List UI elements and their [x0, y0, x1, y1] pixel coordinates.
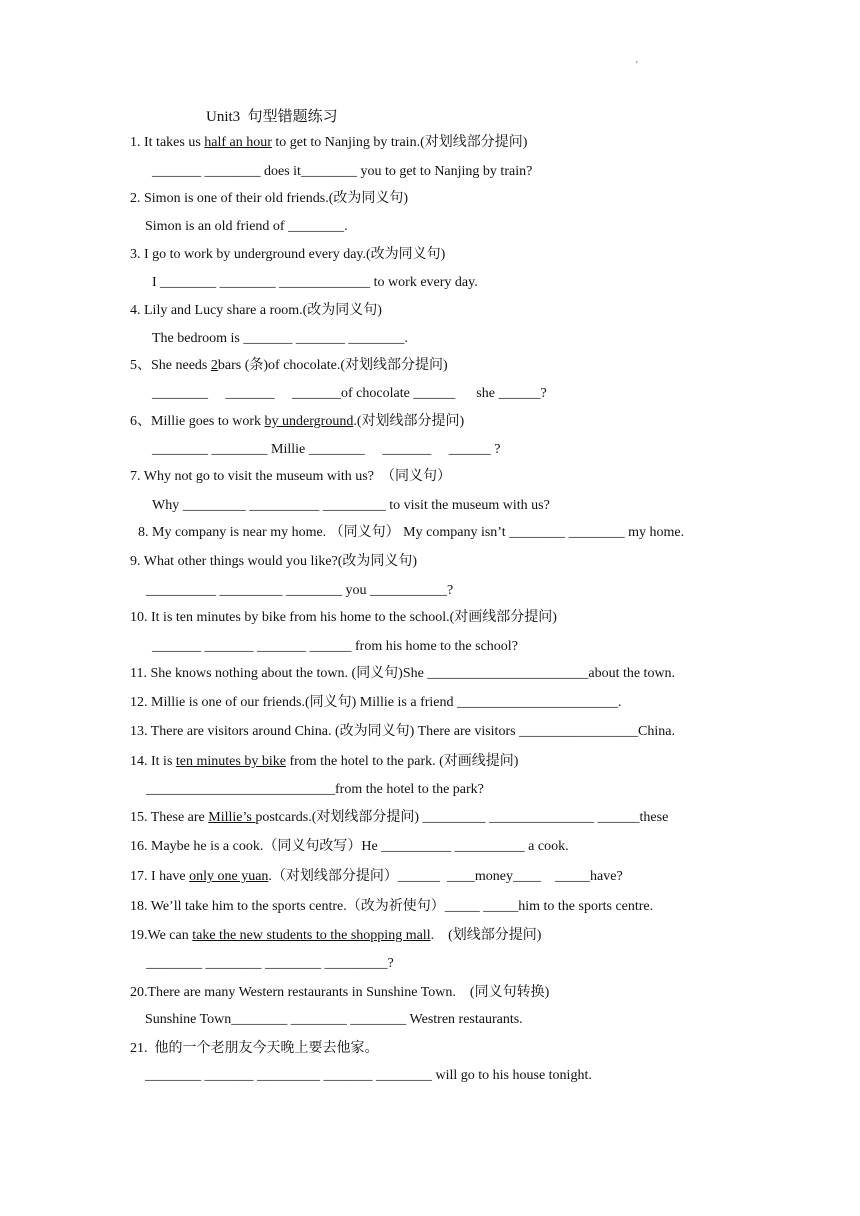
line-text: 16. Maybe he is a cook.（同义句改写）He __________ __________ a cook.: [130, 839, 569, 854]
exercise-line: [145, 1067, 592, 1085]
exercise-line: [138, 524, 684, 542]
line-text: postcards.(对划线部分提问) _________ _______________ ______these: [255, 810, 669, 825]
underlined-text: only one yuan: [189, 869, 269, 884]
exercise-line: [130, 694, 622, 712]
exercise-line: [130, 609, 557, 627]
line-text: 2. Simon is one of their old friends.(改为同义句): [130, 191, 409, 206]
line-text: The bedroom is _______ _______ ________.: [152, 331, 408, 346]
exercise-line: [146, 781, 484, 799]
line-text: ________ ________ Millie ________ _______ ______ ?: [152, 442, 501, 457]
line-text: _______ _______ _______ ______ from his home to the school?: [152, 639, 518, 654]
exercise-line: [152, 497, 550, 515]
line-text: 20.There are many Western restaurants in Sunshine Town. (同义句转换): [130, 985, 550, 1000]
line-text: 10. It is ten minutes by bike from his home to the school.(对画线部分提问): [130, 610, 557, 625]
exercise-line: [130, 468, 451, 486]
exercise-line: [130, 984, 549, 1002]
underlined-text: take the new students to the shopping mall: [192, 928, 431, 943]
exercise-line: [130, 190, 408, 208]
exercise-line: [152, 441, 500, 459]
exercise-line: [130, 1040, 379, 1058]
exercise-line: [145, 218, 348, 236]
line-text: 7. Why not go to visit the museum with us? （同义句）: [130, 469, 451, 484]
line-text: Why _________ __________ _________ to visit the museum with us?: [152, 498, 550, 513]
underlined-text: by underground: [264, 414, 354, 429]
underlined-text: 2: [210, 358, 218, 373]
line-text: 15. These are: [130, 810, 209, 825]
exercise-line: [152, 385, 547, 403]
underlined-text: half an hour: [204, 135, 272, 150]
line-text: 18. We’ll take him to the sports centre.（改为祈使句）_____ _____him to the sports centre.: [130, 899, 654, 914]
exercise-line: [130, 357, 448, 375]
underlined-text: Millie’s: [208, 810, 256, 825]
line-text: 12. Millie is one of our friends.(同义句) Millie is a friend _______________________.: [130, 695, 622, 710]
line-text: 17. I have: [130, 869, 190, 884]
line-text: 21. 他的一个老朋友今天晚上要去他家。: [130, 1041, 379, 1056]
exercise-line: [130, 302, 382, 320]
line-text: 14. It is: [130, 754, 176, 769]
exercise-line: [130, 927, 541, 945]
exercise-line: [146, 955, 394, 973]
underlined-text: ten minutes by bike: [175, 754, 286, 769]
line-text: ___________________________from the hotel to the park?: [146, 782, 484, 797]
exercise-line: [152, 330, 408, 348]
line-text: .(对划线部分提问): [353, 414, 465, 429]
line-text: 9. What other things would you like?(改为同义句): [130, 554, 418, 569]
line-text: 8. My company is near my home. （同义句） My company isn’t ________ ________ my home.: [138, 525, 685, 540]
line-text: to get to Nanjing by train.(对划线部分提问): [271, 135, 528, 150]
line-text: 5、She needs: [130, 358, 211, 373]
line-text: .（对划线部分提问）______ ____money____ _____have?: [268, 869, 623, 884]
line-text: ________ _______ _______of chocolate ______ she ______?: [152, 386, 547, 401]
worksheet-title: Unit3 句型错题练习: [206, 109, 338, 125]
line-text: ________ ________ ________ _________?: [146, 956, 394, 971]
line-text: I ________ ________ _____________ to work every day.: [152, 275, 478, 290]
line-text: 19.We can: [130, 928, 193, 943]
exercise-line: [130, 413, 464, 431]
exercise-line: [130, 553, 417, 571]
line-text: 6、Millie goes to work: [130, 414, 265, 429]
page-mark: ': [636, 60, 638, 71]
exercise-line: [130, 838, 569, 856]
exercise-line: [130, 665, 675, 683]
line-text: . (划线部分提问): [430, 928, 542, 943]
exercise-line: [146, 582, 453, 600]
exercise-line: [145, 1011, 523, 1029]
exercise-line: [130, 868, 623, 886]
exercise-line: [152, 163, 532, 181]
exercise-line: [152, 638, 518, 656]
line-text: Simon is an old friend of ________.: [145, 219, 348, 234]
line-text: 1. It takes us: [130, 135, 205, 150]
exercise-line: [130, 898, 653, 916]
line-text: ________ _______ _________ _______ ________ will go to his house tonight.: [145, 1068, 592, 1083]
line-text: 11. She knows nothing about the town. (同义句)She _______________________about the town.: [130, 666, 676, 681]
exercise-line: [152, 274, 478, 292]
exercise-line: [130, 809, 668, 827]
line-text: 13. There are visitors around China. (改为同义句) There are visitors _________________China.: [130, 724, 675, 739]
exercise-line: [130, 134, 527, 152]
line-text: 3. I go to work by underground every day.(改为同义句): [130, 247, 446, 262]
line-text: 4. Lily and Lucy share a room.(改为同义句): [130, 303, 382, 318]
line-text: __________ _________ ________ you ___________?: [146, 583, 454, 598]
exercise-line: [130, 753, 518, 771]
line-text: from the hotel to the park. (对画线提问): [285, 754, 519, 769]
exercise-line: [130, 246, 445, 264]
line-text: Sunshine Town________ ________ ________ Westren restaurants.: [145, 1012, 523, 1027]
line-text: _______ ________ does it________ you to get to Nanjing by train?: [152, 164, 533, 179]
exercise-line: [130, 723, 675, 741]
line-text: bars (条)of chocolate.(对划线部分提问): [217, 358, 448, 373]
